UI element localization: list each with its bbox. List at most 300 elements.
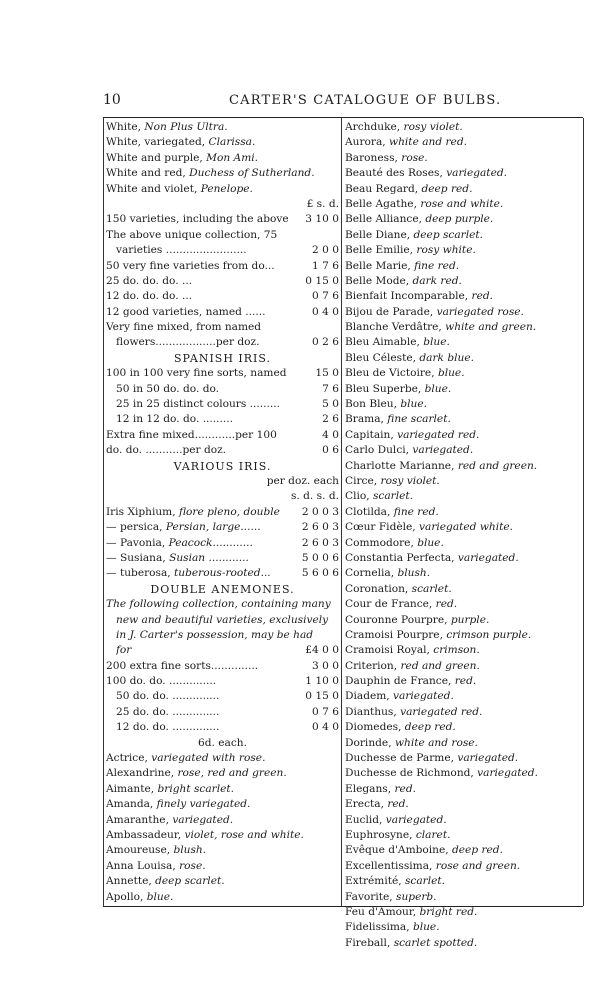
item-description: dark blue.: [419, 351, 474, 364]
item-text: [345, 121, 463, 133]
item-name: Feu d'Amour,: [345, 905, 420, 918]
item-description: in J. Carter's possession, may be had: [116, 628, 314, 641]
item-price: 0 6: [322, 444, 339, 457]
list-item: [345, 259, 583, 274]
item-name: Favorite,: [345, 890, 397, 903]
item-price: 3 0 0: [312, 659, 339, 672]
list-item: [345, 720, 583, 735]
item-text: [106, 891, 173, 903]
item-text: [345, 737, 478, 749]
item-description: variegated.: [477, 767, 538, 780]
item-description: deep red.: [404, 721, 456, 734]
item-description: variegated.: [457, 752, 519, 765]
item-text: [106, 783, 234, 795]
list-item: [106, 382, 339, 397]
list-item: [345, 459, 583, 474]
item-text: [345, 937, 477, 949]
list-item: [345, 751, 583, 766]
item-text: [345, 906, 477, 918]
list-item: [345, 135, 583, 150]
item-text: [116, 614, 328, 626]
item-text: [345, 290, 493, 302]
item-description: superb.: [396, 890, 437, 903]
list-item: [345, 551, 583, 566]
item-description: variegated red.: [397, 428, 480, 441]
list-item: [106, 520, 339, 535]
item-text: [345, 567, 430, 579]
item-name: Bleu de Victoire,: [345, 367, 438, 380]
item-description: Peacock............: [168, 536, 253, 549]
item-description: variegated.: [172, 813, 234, 826]
item-description: Susian ............: [169, 551, 249, 564]
item-name: 100 do. do. ..............: [106, 675, 217, 688]
item-name: 50 do. do. ..............: [116, 690, 220, 703]
item-name: Dauphin de France,: [345, 675, 455, 688]
list-item: [345, 920, 583, 935]
item-description: Mon Ami.: [206, 151, 258, 164]
list-item: [345, 305, 583, 320]
item-text: [106, 121, 228, 133]
item-text: [116, 243, 312, 258]
item-price: 5 0 0 6: [301, 551, 339, 564]
item-text: [116, 629, 313, 641]
item-name: Iris Xiphium,: [106, 505, 179, 518]
item-name: Beauté des Roses,: [345, 167, 447, 180]
list-item: [345, 474, 583, 489]
item-name: — Susiana,: [106, 551, 170, 564]
item-text: [345, 306, 524, 318]
item-name: Duchesse de Richmond,: [345, 767, 478, 780]
item-name: Extrémité,: [345, 875, 405, 888]
list-item: [106, 366, 339, 381]
item-name: — tuberosa,: [106, 567, 175, 580]
item-description: for: [116, 644, 132, 657]
item-text: [345, 752, 518, 764]
item-text: [345, 198, 503, 210]
list-item: [106, 766, 339, 781]
list-item: [345, 828, 583, 843]
item-price: 1 10 0: [305, 675, 339, 688]
item-price: 2 6: [322, 413, 339, 426]
list-item: [345, 151, 583, 166]
list-item: [345, 782, 583, 797]
item-name: 50 in 50 do. do. do.: [116, 382, 220, 395]
item-text: [106, 752, 265, 764]
item-text: [106, 520, 302, 535]
list-item: [106, 720, 339, 735]
list-item: [345, 597, 583, 612]
list-item: [345, 228, 583, 243]
list-item: [106, 843, 339, 858]
list-item: [106, 305, 339, 320]
list-item: [345, 182, 583, 197]
item-name: Evêque d'Amboine,: [345, 844, 452, 857]
item-name: Blanche Verdâtre,: [345, 321, 446, 334]
item-description: rose, red and green.: [177, 767, 287, 780]
item-name: Capitain,: [345, 428, 398, 441]
item-text: [345, 506, 439, 518]
list-item: [106, 397, 339, 412]
item-name: Aurora,: [345, 136, 390, 149]
item-name: Beau Regard,: [345, 182, 422, 195]
item-name: Duchesse de Parme,: [345, 752, 458, 765]
item-name: 12 good varieties, named ......: [106, 305, 266, 318]
item-name: The above unique collection, 75: [106, 228, 278, 241]
item-price: 0 7 6: [312, 705, 339, 718]
item-name: 150 varieties, including the above: [106, 213, 289, 226]
list-item: [106, 182, 339, 197]
list-item: [345, 643, 583, 658]
left-column: [106, 120, 339, 905]
list-item: [106, 289, 339, 304]
item-description: variegated white.: [419, 521, 513, 534]
item-description: red and green.: [400, 659, 480, 672]
item-price: 0 15 0: [305, 690, 339, 703]
item-name: Bleu Aimable,: [345, 336, 424, 349]
list-item: [345, 674, 583, 689]
list-item: [106, 259, 339, 274]
item-text: [106, 274, 305, 289]
item-text: [106, 566, 302, 581]
item-description: variegated red.: [400, 705, 483, 718]
item-text: [345, 829, 450, 841]
list-item: [106, 274, 339, 289]
item-description: Penelope.: [200, 182, 253, 195]
list-item: [345, 659, 583, 674]
list-item: [106, 689, 339, 704]
list-item: [345, 905, 583, 920]
page-header: [103, 92, 583, 112]
list-item: [106, 228, 339, 243]
item-price: 1 7 6: [312, 259, 339, 272]
item-name: Amanda,: [106, 798, 157, 811]
item-name: Belle Alliance,: [345, 213, 426, 226]
item-text: [106, 152, 258, 164]
list-item: [345, 443, 583, 458]
item-text: [345, 413, 451, 425]
item-description: crimson.: [433, 644, 480, 657]
item-description: blue.: [146, 890, 174, 903]
item-text: [345, 583, 452, 595]
list-item: [106, 320, 339, 335]
item-text: [106, 289, 312, 304]
item-description: dark red.: [412, 274, 462, 287]
list-item: [106, 428, 339, 443]
item-name: White and violet,: [106, 182, 201, 195]
item-name: Erecta,: [345, 798, 388, 811]
item-text: [345, 336, 450, 348]
item-price: 2 0 0: [312, 244, 339, 257]
item-name: Annette,: [106, 875, 156, 888]
item-name: Carlo Dulci,: [345, 444, 413, 457]
item-text: [106, 659, 312, 674]
item-text: [345, 183, 472, 195]
item-text: [106, 167, 315, 179]
list-item: [106, 166, 339, 181]
item-name: Clio,: [345, 490, 373, 503]
list-item: [106, 782, 339, 797]
item-name: White,: [106, 121, 145, 133]
list-item: [345, 890, 583, 905]
item-text: [345, 136, 467, 148]
item-price: 5 6 0 6: [301, 567, 339, 580]
list-item: [106, 597, 339, 612]
item-text: [106, 428, 322, 443]
list-item: [106, 505, 339, 520]
section-heading: VARIOUS IRIS.: [173, 459, 272, 473]
item-description: white and red.: [389, 136, 467, 149]
list-item: [345, 397, 583, 412]
item-description: blue.: [424, 382, 452, 395]
item-price: 0 4 0: [312, 305, 339, 318]
item-text: [106, 229, 277, 241]
item-description: blue.: [437, 367, 465, 380]
item-description: Duchess of Sutherland.: [189, 167, 315, 180]
list-item: [106, 659, 339, 674]
item-text: [345, 460, 537, 472]
list-item: [345, 797, 583, 812]
item-text: [116, 382, 322, 397]
list-item: [106, 859, 339, 874]
item-name: Fireball,: [345, 936, 394, 949]
list-item: [106, 643, 339, 658]
list-item: [345, 520, 583, 535]
item-text: [106, 536, 302, 551]
list-item: [345, 166, 583, 181]
list-item: [345, 936, 583, 951]
list-item: [106, 890, 339, 905]
list-item: [345, 566, 583, 581]
list-item: [345, 335, 583, 350]
item-description: rose and white.: [420, 197, 504, 210]
list-item: [345, 412, 583, 427]
item-price: 0 7 6: [312, 290, 339, 303]
item-name: 25 do. do. do. ...: [106, 274, 193, 287]
price-note: 6d. each.: [198, 736, 247, 749]
list-item: [345, 874, 583, 889]
item-name: White and red,: [106, 167, 190, 180]
item-name: Fidelissima,: [345, 921, 413, 934]
item-text: [345, 213, 493, 225]
item-description: blush.: [397, 567, 431, 580]
item-description: rose.: [401, 151, 428, 164]
item-price: 2 0 0 3: [301, 505, 339, 518]
item-text: [106, 860, 206, 872]
item-text: [106, 829, 304, 841]
item-description: deep red.: [452, 844, 503, 857]
item-description: red.: [454, 675, 477, 688]
list-item: [106, 151, 339, 166]
list-item: [345, 705, 583, 720]
item-description: deep scarlet.: [413, 228, 484, 241]
item-description: flore pleno, double: [178, 505, 280, 518]
item-name: Coronation,: [345, 582, 412, 595]
list-item: [345, 736, 583, 751]
item-text: [345, 367, 465, 379]
item-name: Couronne Pourpre,: [345, 613, 451, 626]
item-name: White and purple,: [106, 151, 207, 164]
item-text: [345, 537, 444, 549]
item-description: purple.: [450, 613, 490, 626]
item-description: variegated with rose.: [151, 752, 266, 765]
item-description: tuberous-rooted...: [174, 567, 271, 580]
item-price: 0 4 0: [312, 721, 339, 734]
item-text: [345, 552, 519, 564]
item-text: [345, 690, 454, 702]
column-header: per doz. each: [266, 474, 339, 487]
item-description: rose.: [179, 859, 206, 872]
list-item: [106, 212, 339, 227]
list-item: [345, 582, 583, 597]
item-text: [106, 767, 287, 779]
item-text: [345, 721, 456, 733]
item-name: 12 in 12 do. do. .........: [116, 413, 233, 426]
list-item: [106, 751, 339, 766]
item-description: variegated.: [457, 551, 519, 564]
right-column: [345, 120, 583, 951]
item-text: [106, 798, 250, 810]
item-name: Belle Marie,: [345, 259, 415, 272]
item-text: [106, 366, 315, 381]
item-name: Constantia Perfecta,: [345, 551, 458, 564]
item-text: [116, 689, 305, 704]
list-item: [106, 705, 339, 720]
item-name: Bleu Superbe,: [345, 382, 425, 395]
item-name: Dianthus,: [345, 705, 401, 718]
item-text: [345, 614, 489, 626]
item-text: [106, 136, 255, 148]
item-text: [345, 260, 459, 272]
item-name: 12 do. do. do. ...: [106, 290, 193, 303]
item-name: Diadem,: [345, 690, 394, 703]
item-name: 12 do. do. ..............: [116, 721, 220, 734]
item-name: Very fine mixed, from named: [106, 321, 262, 334]
item-name: Archduke,: [345, 121, 404, 133]
item-text: [106, 875, 225, 887]
item-price: 0 15 0: [305, 274, 339, 287]
item-description: scarlet spotted.: [393, 936, 478, 949]
item-text: [345, 244, 476, 256]
item-text: [345, 891, 437, 903]
item-price: 15 0: [315, 367, 339, 380]
list-item: [345, 320, 583, 335]
list-item: [345, 382, 583, 397]
item-text: [345, 860, 520, 872]
item-name: Anna Louisa,: [106, 859, 180, 872]
item-text: [345, 398, 427, 410]
item-description: violet, rose and white.: [184, 828, 304, 841]
item-description: rosy violet.: [403, 121, 463, 133]
list-item: [345, 428, 583, 443]
item-description: blush.: [173, 844, 207, 857]
item-text: [116, 397, 322, 412]
item-name: Bon Bleu,: [345, 398, 401, 411]
item-name: Actrice,: [106, 752, 152, 765]
item-description: claret.: [415, 828, 451, 841]
item-name: Apollo,: [106, 890, 147, 903]
item-name: 25 in 25 distinct colours .........: [116, 398, 280, 411]
item-name: Extra fine mixed............per 100: [106, 428, 277, 441]
list-item: [345, 489, 583, 504]
item-text: [345, 321, 536, 333]
list-item: [345, 689, 583, 704]
item-description: variegated.: [393, 690, 454, 703]
column-divider: [341, 118, 342, 906]
item-name: Amoureuse,: [106, 844, 174, 857]
item-text: [106, 183, 253, 195]
list-item: [106, 135, 339, 150]
top-rule: [103, 117, 583, 118]
item-text: [116, 335, 312, 350]
item-text: [345, 275, 462, 287]
item-text: [106, 814, 233, 826]
item-price: 3 10 0: [305, 213, 339, 226]
item-name: Bleu Céleste,: [345, 351, 420, 364]
list-item: [345, 351, 583, 366]
item-name: Brama,: [345, 413, 388, 426]
item-description: bright scarlet.: [157, 782, 234, 795]
item-name: Cramoisi Royal,: [345, 644, 434, 657]
page-number: 10: [103, 92, 121, 108]
item-text: [106, 259, 312, 274]
item-text: [345, 798, 409, 810]
item-description: red.: [394, 782, 416, 795]
list-item: [106, 566, 339, 581]
list-item: [345, 628, 583, 643]
list-item: [106, 874, 339, 889]
item-text: [345, 783, 416, 795]
item-description: blue.: [417, 536, 444, 549]
item-name: Dorinde,: [345, 736, 395, 749]
left-border-rule: [103, 118, 104, 906]
item-name: 50 very fine varieties from do...: [106, 259, 275, 272]
list-item: [345, 813, 583, 828]
item-description: crimson purple.: [446, 628, 532, 641]
list-item: [106, 613, 339, 628]
item-name: Ambassadeur,: [106, 828, 185, 841]
item-text: [345, 875, 445, 887]
item-name: Baroness,: [345, 151, 402, 164]
item-name: Bijou de Parade,: [345, 305, 437, 318]
item-name: 200 extra fine sorts..............: [106, 659, 259, 672]
item-name: Excellentissima,: [345, 859, 436, 872]
item-description: red and green.: [457, 459, 538, 472]
list-item: [106, 120, 339, 135]
item-price: 5 0: [322, 398, 339, 411]
item-text: [106, 505, 302, 520]
item-description: Persian, large......: [165, 521, 261, 534]
item-text: [345, 598, 457, 610]
item-description: fine scarlet.: [387, 413, 451, 426]
item-description: variegated.: [446, 167, 507, 180]
list-item: [345, 120, 583, 135]
item-text: [106, 443, 322, 458]
item-text: [106, 598, 331, 610]
item-text: [345, 352, 474, 364]
list-item: [106, 628, 339, 643]
section-heading: SPANISH IRIS.: [173, 351, 272, 365]
item-description: The following collection, containing many: [106, 598, 331, 611]
list-item: [106, 797, 339, 812]
item-description: blue.: [423, 336, 450, 349]
item-text: [345, 629, 531, 641]
item-text: [106, 844, 206, 856]
item-name: Amaranthe,: [106, 813, 173, 826]
item-text: [106, 674, 305, 689]
item-description: deep scarlet.: [155, 875, 225, 888]
item-name: flowers..................per doz.: [116, 336, 260, 349]
item-text: [106, 321, 261, 333]
